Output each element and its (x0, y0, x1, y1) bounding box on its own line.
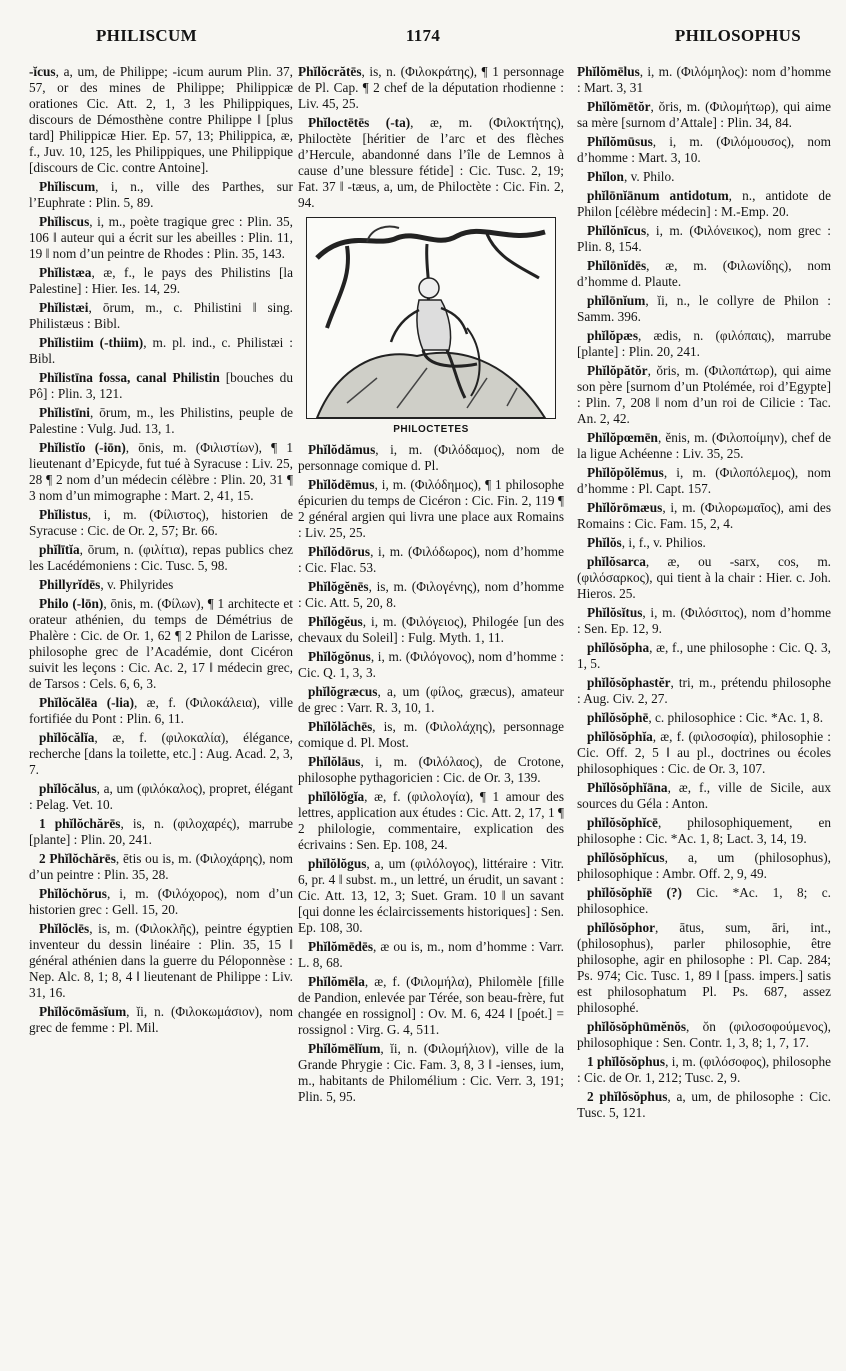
dictionary-entry (577, 134, 831, 166)
dictionary-entry (29, 596, 293, 692)
dictionary-entry (577, 1054, 831, 1086)
dictionary-entry (29, 577, 293, 593)
entry-headword: Phĭlistæa (39, 265, 92, 280)
entry-headword: phĭlŏsŏphastĕr (587, 675, 671, 690)
entry-definition: , ĭi, n. (Φιλομήλιον), ville de la Grande Phrygie : Cic. Fam. 3, 8, 3 ‖ -ienses, ium, m., habitants de Philomélium : Cic. Verr. 3, 191; Plin. 5, 95. (298, 1041, 564, 1104)
entry-headword: Phĭlŏgŏnus (308, 649, 371, 664)
entry-headword: Phĭlōnĭdēs (587, 258, 647, 273)
dictionary-entry (29, 214, 293, 262)
entry-headword: phĭlŏsŏphē (587, 710, 649, 725)
entry-headword: 2 phĭlŏsŏphus (587, 1089, 668, 1104)
entry-headword: Phĭlŏlăchēs (308, 719, 373, 734)
entry-definition: , æ, f. (φιλοκαλία), élégance, recherche [dans la toilette, etc.] : Aug. Acad. 2, 3, 7. (29, 730, 293, 777)
entry-definition: , i, m. (Φίλιστος), historien de Syracuse : Cic. de Or. 2, 57; Br. 66. (29, 507, 293, 538)
entry-definition: , a, um (philosophus), philosophique : Ambr. Off. 2, 9, 49. (577, 850, 831, 881)
entry-headword: phĭlŏcălĭa (39, 730, 95, 745)
dictionary-entry (577, 363, 831, 427)
entry-headword: phĭlŏsŏpha (587, 640, 650, 655)
entry-definition: , a, um, de Philippe; -icum aurum Plin. 37, 57, or des mines de Philippe; Philippicæ orationes Cic. Att. 2, 1, 3 les Philippiques, discours de Démosthène contre Philippe ‖ [plus tard] Philippicæ Hier. Ep. 57, 13; Philippica, æ, f., Juv. 10, 125, les Philippiques, une Philippique [discours de Cic. contre Antoine]. (29, 64, 293, 175)
entry-headword: Phĭlistīna fossa, canal Philistin (39, 370, 220, 385)
dictionary-entry (577, 188, 831, 220)
dictionary-entry (298, 544, 564, 576)
dictionary-entry (298, 719, 564, 751)
entry-definition: , is, m. (Φιλογένης), nom d’homme : Cic. Att. 5, 20, 8. (298, 579, 564, 610)
dictionary-entry (298, 579, 564, 611)
entry-headword: 1 phĭlŏsŏphus (587, 1054, 666, 1069)
dictionary-entry (29, 886, 293, 918)
dictionary-entry (298, 856, 564, 936)
column-2 (298, 64, 564, 1108)
dictionary-entry (577, 258, 831, 290)
figure-caption: PHILOCTETES (393, 424, 469, 435)
dictionary-entry (577, 605, 831, 637)
entry-headword: phĭlŏsŏphĭcē (587, 815, 658, 830)
entry-definition: , ōrum, n. (φιλίτια), repas publics chez les Lacédémoniens : Cic. Tusc. 5, 98. (29, 542, 293, 573)
entry-definition: , tri, m., prétendu philosophe : Aug. Civ. 2, 27. (577, 675, 831, 706)
dictionary-entry (577, 885, 831, 917)
entry-headword: Phĭlŏpœmēn (587, 430, 658, 445)
entry-headword: Phĭlŏpŏlĕmus (587, 465, 664, 480)
entry-definition: , ĭi, n. (Φιλοκωμάσιον), nom grec de femme : Pl. Mil. (29, 1004, 293, 1035)
entry-definition: , i, f., v. Philios. (621, 535, 706, 550)
dictionary-entry (577, 554, 831, 602)
entry-headword: phĭlītĭa (39, 542, 80, 557)
dictionary-entry (29, 781, 293, 813)
entry-definition: , a, um (φιλόλογος), littéraire : Vitr. 6, pr. 4 ‖ subst. m., un lettré, un érudit, un savant : Cic. Att. 13, 12, 3; Suet. Gram. 10 ‖ un savant [qui donne les éclaircissements historiques] : Sen. Ep. 108, 30. (298, 856, 564, 935)
entry-headword: Phĭlŏs (587, 535, 622, 550)
entry-headword: Phĭlŏgĕnēs (308, 579, 369, 594)
entry-headword: Phĭlŏmūsus (587, 134, 653, 149)
entry-definition: , i, m., poète tragique grec : Plin. 35, 106 ‖ auteur qui a écrit sur les abeilles : Plin. 11, 19 ‖ nom d’un peintre de Rhodes : Plin. 35, 143. (29, 214, 293, 261)
dictionary-entry (29, 300, 293, 332)
entry-definition: , ētis ou is, m. (Φιλοχάρης), nom d’un peintre : Plin. 35, 28. (29, 851, 293, 882)
dictionary-entry (29, 440, 293, 504)
dictionary-entry (577, 850, 831, 882)
entry-headword: Phĭlŏmēdēs (308, 939, 374, 954)
entry-headword: Phĭlŏcrătēs (298, 64, 362, 79)
entry-definition: , a, um, de philosophe : Cic. Tusc. 5, 121. (577, 1089, 832, 1120)
entry-definition: , æ, m. (Φιλοκτήτης), Philoctète [héritier de l’arc et des flèches d’Hercule, abandonné dans l’île de Lemnos à cause d’une blessure fétide] : Cic. Tusc. 2, 19; Fat. 37 ‖ -tæus, a, um, de Philoctète : Cic. Fin. 2, 94. (298, 115, 564, 210)
dictionary-entry (29, 265, 293, 297)
dictionary-entry (577, 465, 831, 497)
entry-headword: Phĭlŏsŏphĭāna (587, 780, 668, 795)
dictionary-entry (577, 64, 831, 96)
entry-definition: , v. Philyrides (100, 577, 174, 592)
dictionary-entry (577, 1089, 831, 1121)
entry-headword: Phĭlŏmēlus (577, 64, 640, 79)
entry-headword: Phĭlŏmēlĭum (308, 1041, 381, 1056)
entry-definition: , ōrum, m., les Philistins, peuple de Palestine : Vulg. Jud. 13, 1. (29, 405, 293, 436)
entry-definition: , ōrum, m., c. Philistini ‖ sing. Philistæus : Bibl. (29, 300, 293, 331)
entry-definition: , i, m. (Φιλόδαμος), nom de personnage comique d. Pl. (298, 442, 564, 473)
entry-headword: Phĭlŏdămus (308, 442, 376, 457)
dictionary-entry (298, 939, 564, 971)
entry-definition: , æ, m. (Φιλωνίδης), nom d’homme d. Plaute. (577, 258, 831, 289)
entry-definition: , a, um (φιλόκαλος), propret, élégant : Pelag. Vet. 10. (29, 781, 293, 812)
entry-headword: Phĭlŏsĭtus (587, 605, 643, 620)
entry-headword: 1 phĭlŏchărēs (39, 816, 121, 831)
dictionary-entry (298, 974, 564, 1038)
entry-headword: phĭlŏcălus (39, 781, 97, 796)
entry-headword: Phĭlistīni (39, 405, 90, 420)
entry-headword: Phĭlŏdōrus (308, 544, 371, 559)
dictionary-entry (577, 1019, 831, 1051)
dictionary-entry (29, 370, 293, 402)
header-left-guideword: PHILISCUM (96, 26, 197, 45)
column-3 (577, 64, 831, 1124)
running-header (0, 26, 846, 50)
entry-headword: phĭlŏlŏgus (308, 856, 367, 871)
entry-headword: Phillyrĭdēs (39, 577, 101, 592)
dictionary-entry (577, 710, 831, 726)
entry-definition: , philosophiquement, en philosophe : Cic. *Ac. 1, 8; Lact. 3, 14, 19. (577, 815, 831, 846)
dictionary-entry (577, 293, 831, 325)
entry-headword: Phĭlŏdēmus (308, 477, 375, 492)
dictionary-entry (29, 335, 293, 367)
entry-headword: Phĭlŏmētŏr (587, 99, 651, 114)
entry-definition: , i, m. (Φιλόδημος), ¶ 1 philosophe épicurien du temps de Cicéron : Cic. Fin. 2, 119 ¶ 2 général argien qui livra une place aux Romains : Liv. 25, 25. (298, 477, 564, 540)
dictionary-entry (29, 695, 293, 727)
dictionary-entry (298, 477, 564, 541)
page-number: 1174 (405, 26, 441, 45)
dictionary-entry (298, 649, 564, 681)
entry-definition: , n., antidote de Philon [célèbre médecin] : M.-Emp. 20. (577, 188, 831, 219)
entry-headword: phĭlŏsŏphĭcus (587, 850, 665, 865)
entry-headword: Phĭlŏchŏrus (39, 886, 107, 901)
entry-definition: , is, m. (Φιλοκλῆς), peintre égyptien inventeur du dessin linéaire : Plin. 35, 15 ‖ général athénien dans la guerre du Péloponnèse : Nep. Alc. 8, 1; 8, 4 ‖ lieutenant de Philippe : Liv. 31, 16. (29, 921, 293, 1000)
header-right-guideword: PHILOSOPHUS (674, 26, 801, 45)
entry-headword: phĭlŏsŏphĭē (?) (587, 885, 682, 900)
dictionary-entry (298, 789, 564, 853)
dictionary-entry (577, 920, 831, 1016)
dictionary-entry (577, 780, 831, 812)
entry-definition: , i, m. (Φιλόγειος), Philogée [un des chevaux du Soleil] : Fulg. Myth. 1, 11. (298, 614, 564, 645)
entry-definition: , i, m. (φιλόσοφος), philosophe : Cic. de Or. 1, 212; Tusc. 2, 9. (577, 1054, 831, 1085)
entry-definition: , æ ou is, m., nom d’homme : Varr. L. 8, 68. (298, 939, 564, 970)
entry-headword: phĭlŏsŏphĭa (587, 729, 653, 744)
dictionary-entry (29, 542, 293, 574)
entry-headword: Phĭlistiim (-thiim) (39, 335, 144, 350)
entry-definition: , ŏris, m. (Φιλομήτωρ), qui aime sa mère [surnom d’Attale] : Plin. 34, 84. (577, 99, 831, 130)
entry-definition: , ātus, sum, āri, int., (philosophus), parler philosophie, être philosophe, agir en philosophe : Pl. Cap. 284; Ps. 974; Cic. Tusc. 1, 89 ‖ [pass. impers.] satis est philosophatum Pl. Ps. 687, assez philosophé. (577, 920, 831, 1015)
entry-definition: , i, m. (Φιλοπόλεμος), nom d’homme : Pl. Capt. 157. (577, 465, 831, 496)
dictionary-entry (577, 328, 831, 360)
entry-headword: Phĭlistæi (39, 300, 89, 315)
entry-headword: Philo (-lōn) (39, 596, 104, 611)
dictionary-entry (298, 684, 564, 716)
entry-headword: Phĭlistĭo (-iōn) (39, 440, 126, 455)
entry-headword: phĭlŏlŏgĭa (308, 789, 365, 804)
dictionary-entry (298, 115, 564, 211)
entry-headword: Phĭliscus (39, 214, 90, 229)
entry-definition: Cic. *Ac. 1, 8; c. philosophice. (577, 885, 831, 916)
entry-definition: , i, m. (Φιλόδωρος), nom d’homme : Cic. Flac. 53. (298, 544, 564, 575)
entry-definition: , i, m. (Φιλόχορος), nom d’un historien grec : Gell. 15, 20. (29, 886, 293, 917)
entry-headword: 2 Phĭlŏchărēs (39, 851, 116, 866)
dictionary-entry (29, 405, 293, 437)
entry-headword: Phĭlistus (39, 507, 88, 522)
entry-definition: , ædis, n. (φιλόπαις), marrube [plante] : Plin. 20, 241. (577, 328, 831, 359)
entry-definition: , i, m. (Φιλόνεικος), nom grec : Plin. 8, 154. (577, 223, 831, 254)
entry-definition: , ŏn (φιλοσοφούμενος), philosophique : Sen. Contr. 1, 3, 8; 1, 7, 17. (577, 1019, 831, 1050)
entry-headword: Phĭlŏcălēa (-lia) (39, 695, 135, 710)
dictionary-entry (577, 223, 831, 255)
dictionary-entry (577, 430, 831, 462)
dictionary-entry (298, 1041, 564, 1105)
entry-definition: , is, n. (Φιλοκράτης), ¶ 1 personnage de Pl. Cap. ¶ 2 chef de la députation rhodienne : Liv. 45, 25. (298, 64, 564, 111)
entry-definition: , is, m. (Φιλολάχης), personnage comique d. Pl. Most. (298, 719, 564, 750)
dictionary-entry (29, 64, 293, 176)
entry-definition: , ōnis, m. (Φιλιστίων), ¶ 1 lieutenant d’Epicyde, fut tué à Syracuse : Liv. 25, 28 ¶ 2 nom d’un médecin célèbre : Plin. 20, 31 ¶ 3 nom d’un mimographe : Mart. 2, 41, 15. (29, 440, 293, 503)
dictionary-entry (298, 754, 564, 786)
dictionary-entry (577, 729, 831, 777)
dictionary-entry (29, 921, 293, 1001)
entry-definition: , æ, f. (φιλολογία), ¶ 1 amour des lettres, application aux études : Cic. Att. 2, 17, 1 ¶ 2 philologie, commentaire, explication des écrivains : Sen. Ep. 108, 24. (298, 789, 564, 852)
entry-headword: phĭlŏgræcus (308, 684, 378, 699)
entry-definition: , i, n., ville des Parthes, sur l’Euphrate : Plin. 5, 89. (29, 179, 293, 210)
dictionary-entry (298, 442, 564, 474)
dictionary-entry (29, 507, 293, 539)
dictionary-entry (29, 730, 293, 778)
entry-definition: , i, m. (Φιλόσιτος), nom d’homme : Sen. Ep. 12, 9. (577, 605, 831, 636)
entry-definition: , m. pl. ind., c. Philistæi : Bibl. (29, 335, 293, 366)
entry-headword: phĭlōnĭānum antidotum (587, 188, 729, 203)
entry-definition: , ĭi, n., le collyre de Philon : Samm. 396. (577, 293, 831, 324)
entry-headword: Phĭlŏlāus (308, 754, 361, 769)
entry-definition: , ŏris, m. (Φιλοπάτωρ), qui aime son père [surnom d’un Ptolémée, roi d’Egypte] : Plin. 7, 208 ‖ nom d’un roi de Cilicie : Tac. An. 2, 42. (577, 363, 831, 426)
entry-definition: , i, m. (Φιλόμηλος): nom d’homme : Mart. 3, 31 (577, 64, 831, 95)
illustration-frame (306, 217, 556, 419)
dictionary-entry (577, 169, 831, 185)
philoctetes-figure (298, 217, 564, 438)
dictionary-entry (29, 1004, 293, 1036)
dictionary-entry (298, 64, 564, 112)
entry-definition: , i, m. (Φιλόλαος), de Crotone, philosophe pythagoricien : Cic. de Or. 3, 139. (298, 754, 564, 785)
entry-definition: , æ, f., une philosophe : Cic. Q. 3, 1, 5. (577, 640, 831, 671)
column-1 (29, 64, 293, 1039)
entry-definition: , æ, f. (Φιλοκάλεια), ville fortifiée du Pont : Plin. 6, 11. (29, 695, 293, 726)
entry-definition: [bouches du Pô] : Plin. 3, 121. (29, 370, 293, 401)
entry-headword: Phĭlŏpătŏr (587, 363, 648, 378)
entry-headword: Phĭlŏclēs (39, 921, 90, 936)
entry-headword: Phĭlŏrōmæus (587, 500, 663, 515)
entry-definition: , i, m. (Φιλορωμαῖος), ami des Romains : Cic. Fam. 15, 2, 4. (577, 500, 831, 531)
entry-headword: -ĭcus (29, 64, 56, 79)
dictionary-entry (29, 179, 293, 211)
philoctetes-illustration (307, 218, 555, 418)
entry-definition: , is, n. (φιλοχαρές), marrube [plante] : Plin. 20, 241. (29, 816, 293, 847)
entry-definition: , a, um (φίλος, græcus), amateur de grec : Varr. R. 3, 10, 1. (298, 684, 564, 715)
dictionary-entry (29, 816, 293, 848)
entry-headword: Phĭlŏcōmăsĭum (39, 1004, 127, 1019)
entry-headword: phĭlŏpæs (587, 328, 638, 343)
dictionary-entry (577, 815, 831, 847)
entry-definition: , æ, ou -sarx, cos, m. (φιλόσαρκος), qui tient à la chair : Hier. c. Joh. Hieros. 25. (577, 554, 831, 601)
entry-headword: Phĭliscum (39, 179, 96, 194)
dictionary-entry (577, 99, 831, 131)
dictionary-entry (577, 675, 831, 707)
entry-definition: , ōnis, m. (Φίλων), ¶ 1 architecte et orateur athénien, du temps de Démétrius de Phalère : Cic. de Or. 1, 62 ¶ 2 Philon de Larisse, philosophe grec de l’Académie, dont Cicéron suivit les leçons : Cic. Ac. 2, 17 ‖ médecin grec, de Tarsos : Cels. 6, 6, 3. (29, 596, 293, 691)
dictionary-entry (298, 614, 564, 646)
entry-definition: , i, m. (Φιλόμουσος), nom d’homme : Mart. 3, 10. (577, 134, 831, 165)
entry-headword: Phĭloctētēs (-ta) (308, 115, 411, 130)
entry-definition: , v. Philo. (623, 169, 675, 184)
entry-definition: , æ, f., ville de Sicile, aux sources du Géla : Anton. (577, 780, 831, 811)
entry-definition: , æ, f. (Φιλομήλα), Philomèle [fille de Pandion, enlevée par Térée, son beau-frère, fut changée en rossignol] : Ov. M. 6, 424 ‖ [poét.] = rossignol : Virg. G. 4, 511. (298, 974, 564, 1037)
entry-headword: phĭlōnĭum (587, 293, 646, 308)
entry-headword: phĭlŏsarca (587, 554, 646, 569)
dictionary-entry (577, 640, 831, 672)
entry-definition: , ĕnis, m. (Φιλοποίμην), chef de la ligue Achéenne : Liv. 35, 25. (577, 430, 831, 461)
entry-definition: , æ, f., le pays des Philistins [la Palestine] : Hier. Ies. 14, 29. (29, 265, 293, 296)
entry-definition: , c. philosophice : Cic. *Ac. 1, 8. (648, 710, 824, 725)
entry-headword: Phĭlŏnīcus (587, 223, 647, 238)
dictionary-entry (29, 851, 293, 883)
entry-definition: , i, m. (Φιλόγονος), nom d’homme : Cic. Q. 1, 3, 3. (298, 649, 564, 680)
dictionary-entry (577, 535, 831, 551)
dictionary-entry (577, 500, 831, 532)
entry-headword: Phĭlŏgĕus (308, 614, 363, 629)
entry-definition: , æ, f. (φιλοσοφία), philosophie : Cic. Off. 2, 5 ‖ au pl., doctrines ou écoles philosophiques : Cic. de Or. 3, 107. (577, 729, 831, 776)
entry-headword: phĭlŏsŏphūmĕnŏs (587, 1019, 687, 1034)
entry-headword: phĭlŏsŏphor (587, 920, 655, 935)
entry-headword: Phĭlon (587, 169, 624, 184)
entry-headword: Phĭlŏmēla (308, 974, 365, 989)
